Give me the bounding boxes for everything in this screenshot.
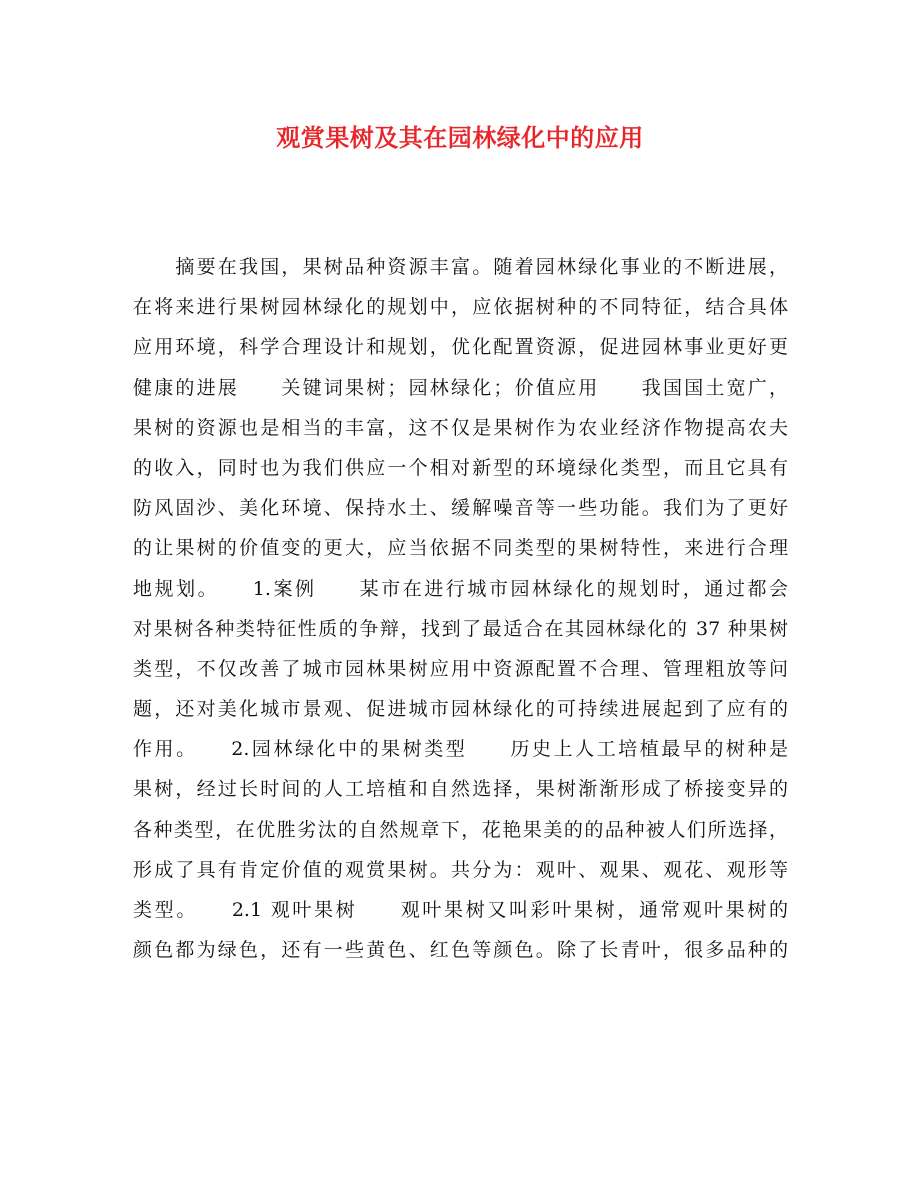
text-line: 的收入，同时也为我们供应一个相对新型的环境绿化类型，而且它具有 — [133, 456, 788, 479]
document-title: 观赏果树及其在园林绿化中的应用 — [276, 123, 644, 152]
text-line: 类型，不仅改善了城市园林果树应用中资源配置不合理、管理粗放等问 — [133, 657, 788, 680]
text-line: 的让果树的价值变的更大，应当依据不同类型的果树特性，来进行合理 — [133, 537, 788, 560]
text-line: 形成了具有肯定价值的观赏果树。共分为：观叶、观果、观花、观形等 — [133, 858, 788, 881]
body-text — [133, 247, 788, 970]
text-line: 题，还对美化城市景观、促进城市园林绿化的可持续进展起到了应有的 — [133, 698, 788, 721]
text-line: 各种类型，在优胜劣汰的自然规章下，花艳果美的的品种被人们所选择， — [133, 818, 788, 841]
text-line: 果树的资源也是相当的丰富，这不仅是果树作为农业经济作物提高农夫 — [133, 416, 788, 439]
text-line: 摘要在我国，果树品种资源丰富。随着园林绿化事业的不断进展， — [133, 256, 788, 278]
text-line: 类型。 2.1 观叶果树 观叶果树又叫彩叶果树，通常观叶果树的 — [133, 899, 788, 921]
text-line: 果树，经过长时间的人工培植和自然选择，果树渐渐形成了桥接变异的 — [133, 778, 788, 801]
text-line: 健康的进展 关键词果树；园林绿化；价值应用 我国国土宽广， — [133, 376, 788, 399]
text-line: 颜色都为绿色，还有一些黄色、红色等颜色。除了长青叶，很多品种的 — [133, 939, 788, 962]
text-line: 防风固沙、美化环境、保持水土、缓解噪音等一些功能。我们为了更好 — [133, 497, 788, 520]
text-line: 在将来进行果树园林绿化的规划中，应依据树种的不同特征，结合具体 — [133, 296, 788, 319]
text-line: 对果树各种类特征性质的争辩，找到了最适合在其园林绿化的 37 种果树 — [133, 617, 788, 640]
text-line: 地规划。 1.案例 某市在进行城市园林绿化的规划时，通过都会 — [133, 577, 788, 600]
text-line: 应用环境，科学合理设计和规划，优化配置资源，促进园林事业更好更 — [133, 336, 788, 359]
text-line: 作用。 2.园林绿化中的果树类型 历史上人工培植最早的树种是 — [133, 738, 788, 761]
